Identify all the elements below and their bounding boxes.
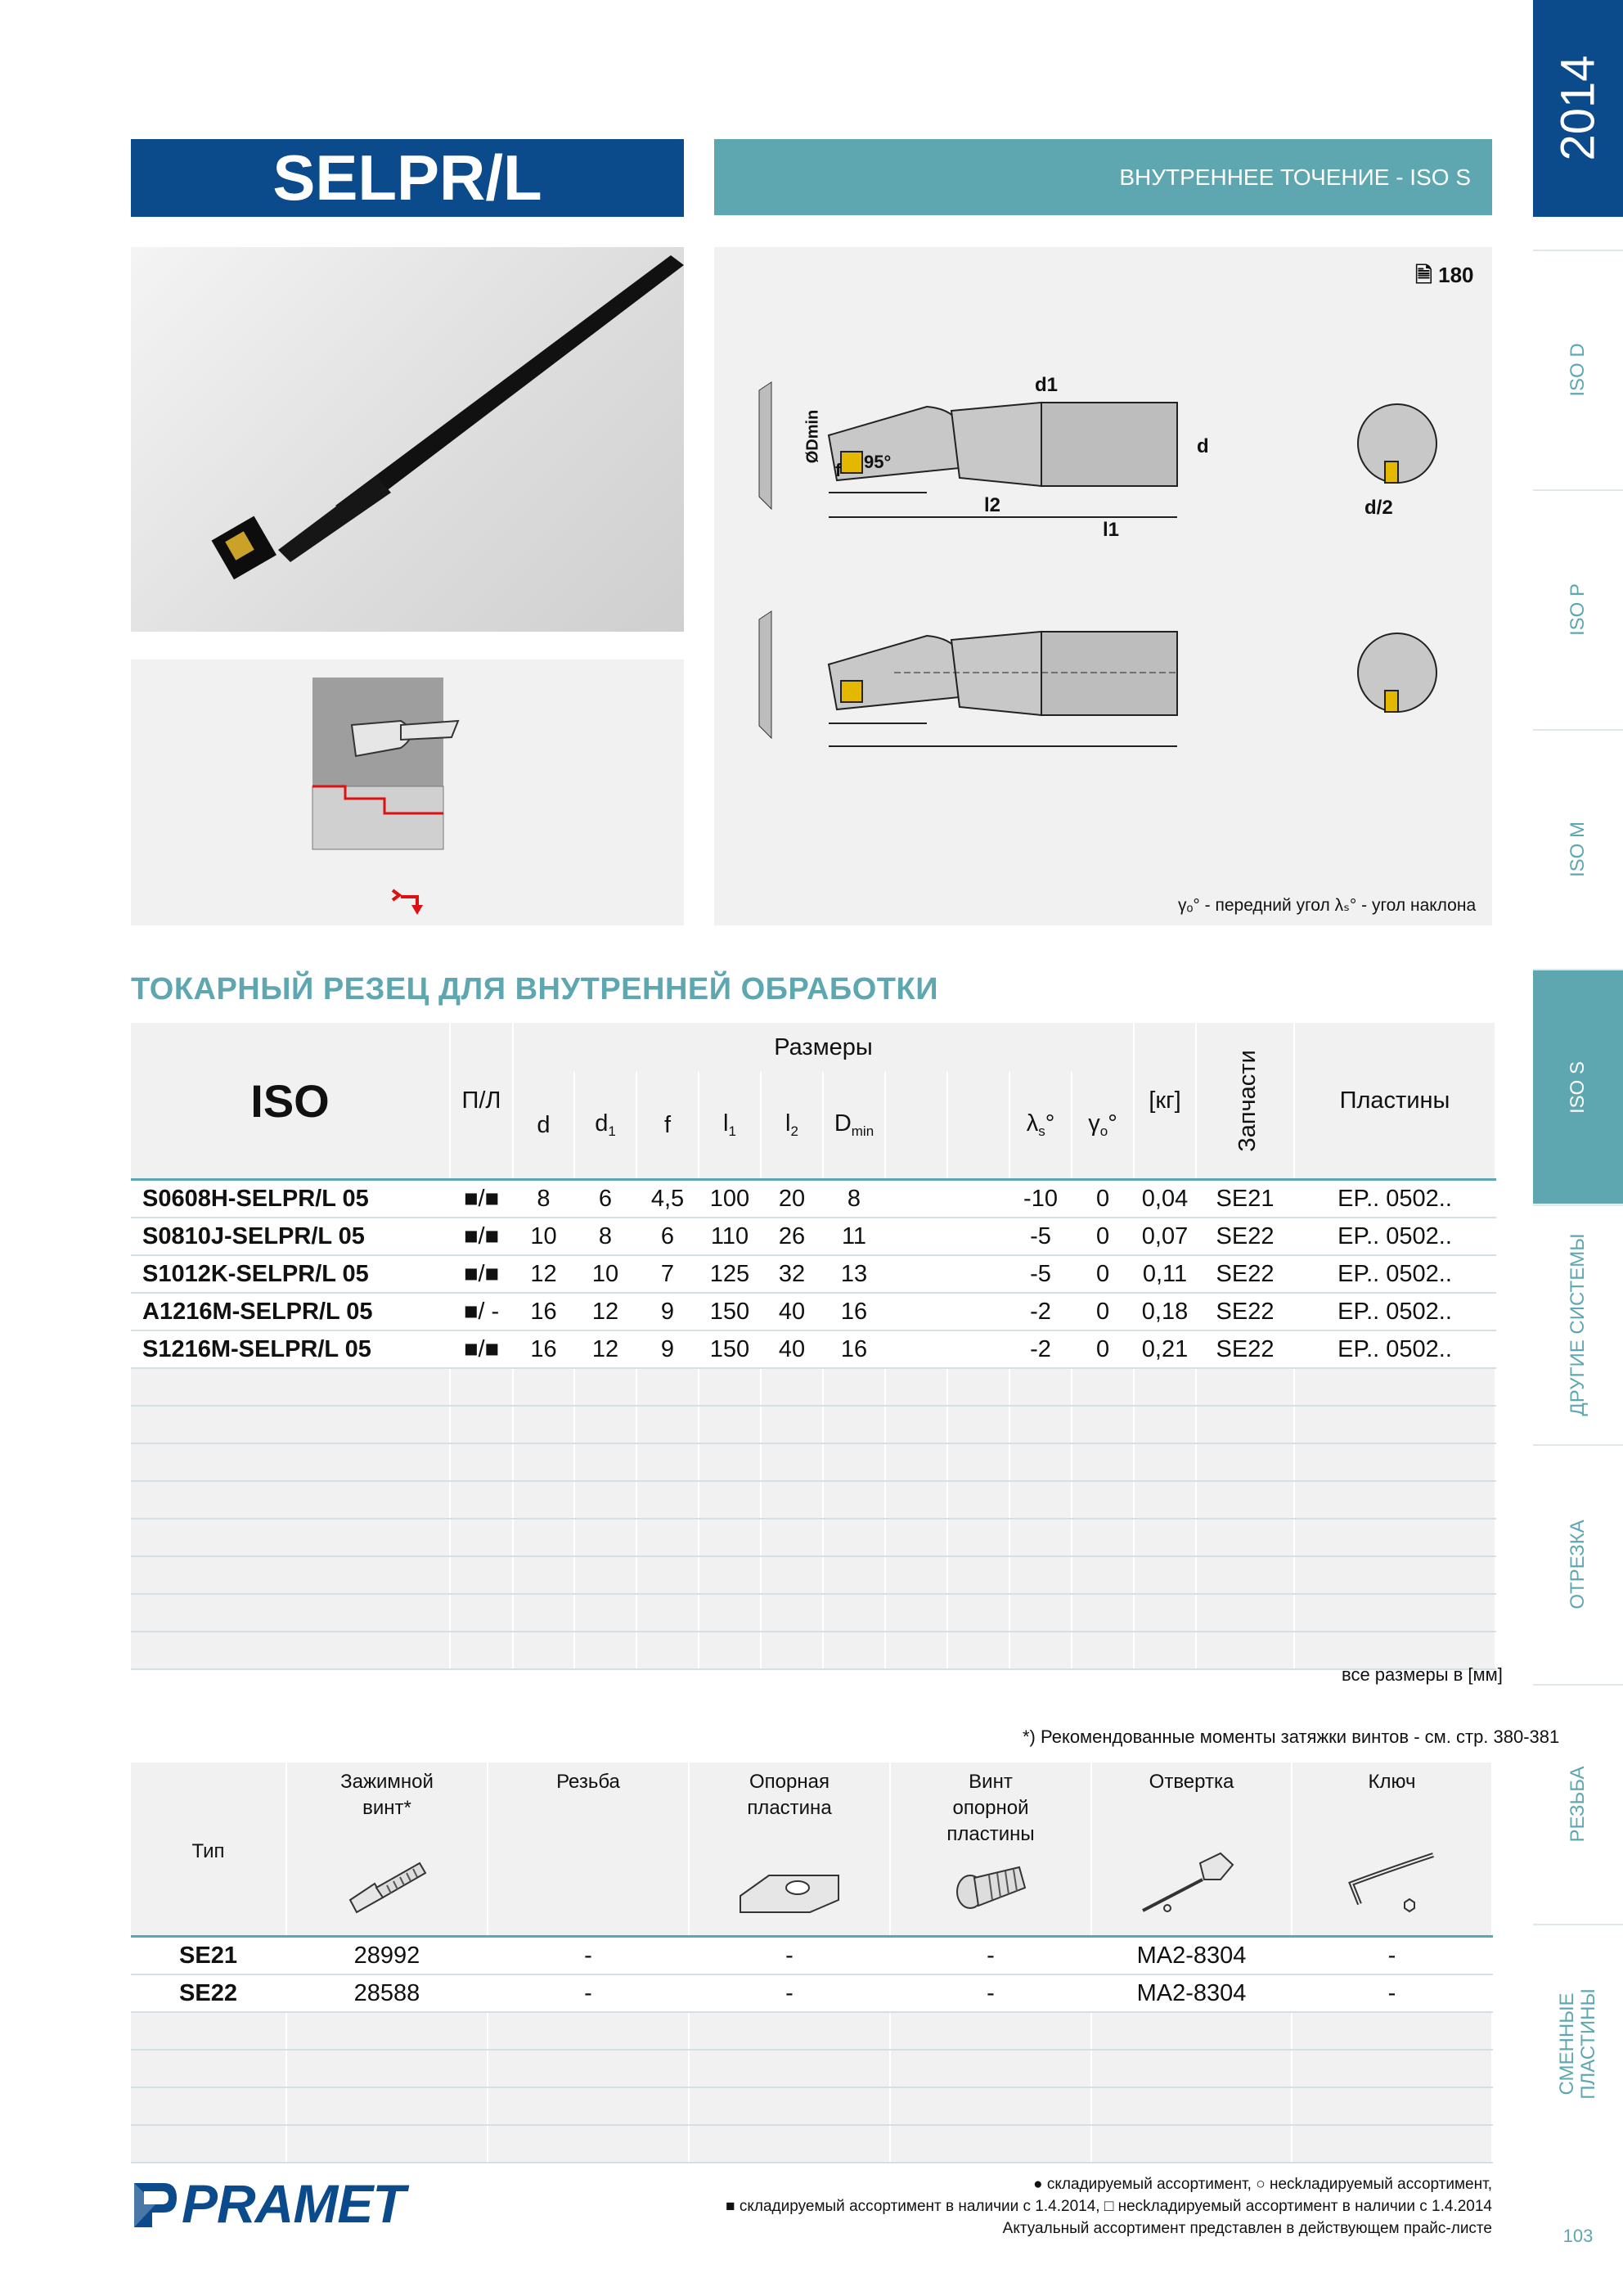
col-l1: $l_1$ xyxy=(699,1072,761,1180)
col-f: f xyxy=(636,1072,699,1180)
cell-kg: 0,18 xyxy=(1134,1293,1196,1330)
cell-blank xyxy=(947,1293,1009,1330)
cell-d1: 10 xyxy=(574,1255,636,1293)
empty-row xyxy=(131,2050,1492,2087)
tab-label: ISO S xyxy=(1567,1060,1589,1114)
cell-f: 7 xyxy=(636,1255,699,1293)
dim-l1-label: l1 xyxy=(1103,519,1120,541)
table-row xyxy=(131,1293,1495,1330)
cell-f: 9 xyxy=(636,1330,699,1368)
tab-label: ISO M xyxy=(1567,821,1589,878)
tab-iso-d[interactable] xyxy=(1533,250,1623,488)
availability: ■/■ xyxy=(450,1330,513,1368)
cell-l1: 100 xyxy=(699,1180,761,1218)
brand-logo: PRAMET xyxy=(182,2173,405,2234)
dim-l2-label: l2 xyxy=(984,494,1001,516)
cell-blank xyxy=(885,1180,947,1218)
part-type: SE21 xyxy=(131,1937,286,1975)
cell-d: 10 xyxy=(513,1218,574,1255)
tab-label: ОТРЕЗКА xyxy=(1567,1519,1589,1609)
tab-label: РЕЗЬБА xyxy=(1567,1766,1589,1843)
cell-blank xyxy=(947,1180,1009,1218)
cell-gamma: 0 xyxy=(1072,1255,1134,1293)
col-shim-screw-label: Винт опорной пластины xyxy=(946,1771,1035,1845)
tool-code: S1012K-SELPR/L 05 xyxy=(131,1255,450,1293)
cell-d1: 12 xyxy=(574,1293,636,1330)
shim-icon xyxy=(732,1863,847,1920)
cell-gamma: 0 xyxy=(1072,1180,1134,1218)
cell-gamma: 0 xyxy=(1072,1218,1134,1255)
col-dmin: $D_{min}$ xyxy=(823,1072,885,1180)
cell-driver: MA2-8304 xyxy=(1091,1937,1292,1975)
table-row xyxy=(131,1330,1495,1368)
cell-d1: 8 xyxy=(574,1218,636,1255)
empty-row xyxy=(131,1406,1495,1443)
cell-blank xyxy=(947,1330,1009,1368)
cell-lambda: -10 xyxy=(1009,1180,1072,1218)
tool-code: S1216M-SELPR/L 05 xyxy=(131,1330,450,1368)
cell-d: 16 xyxy=(513,1293,574,1330)
cell-clamp: 28588 xyxy=(286,1974,488,2012)
col-screwdriver-label: Отвертка xyxy=(1149,1771,1234,1793)
col-blank-1 xyxy=(885,1072,947,1180)
empty-row xyxy=(131,2087,1492,2125)
cell-driver: MA2-8304 xyxy=(1091,1974,1292,2012)
col-lambda: $\lambda_s^\circ$ xyxy=(1009,1072,1072,1180)
tab-threading[interactable] xyxy=(1533,1684,1623,1923)
cell-l2: 40 xyxy=(761,1330,823,1368)
cell-gamma: 0 xyxy=(1072,1293,1134,1330)
col-d1-label: d xyxy=(595,1110,609,1137)
cell-d1: 6 xyxy=(574,1180,636,1218)
tool-code: S0608H-SELPR/L 05 xyxy=(131,1180,450,1218)
dim-d2-label: d/2 xyxy=(1364,497,1393,519)
screwdriver-icon xyxy=(1131,1847,1253,1920)
empty-row xyxy=(131,2012,1492,2050)
cell-inserts: EP.. 0502.. xyxy=(1294,1293,1495,1330)
section-title: ТОКАРНЫЙ РЕЗЕЦ ДЛЯ ВНУТРЕННЕЙ ОБРАБОТКИ xyxy=(131,972,939,1006)
cell-d: 12 xyxy=(513,1255,574,1293)
col-gamma: $\gamma_o^\circ$ xyxy=(1072,1072,1134,1180)
cell-lambda: -5 xyxy=(1009,1255,1072,1293)
cell-d: 8 xyxy=(513,1180,574,1218)
dim-d1-label: d1 xyxy=(1035,374,1059,396)
technical-drawing xyxy=(714,247,1492,925)
cell-shim-screw: - xyxy=(890,1974,1091,2012)
table-row xyxy=(131,1255,1495,1293)
cell-kg: 0,04 xyxy=(1134,1180,1196,1218)
cell-blank xyxy=(885,1293,947,1330)
availability: ■/■ xyxy=(450,1255,513,1293)
cell-shim: - xyxy=(689,1974,890,2012)
tool-table xyxy=(131,1023,1496,1670)
cell-l1: 110 xyxy=(699,1218,761,1255)
tab-label: ISO P xyxy=(1567,583,1589,637)
cell-lambda: -5 xyxy=(1009,1218,1072,1255)
reference-page-number: 180 xyxy=(1438,263,1474,287)
cell-d: 16 xyxy=(513,1330,574,1368)
dims-header: Размеры xyxy=(513,1023,1134,1072)
pl-header: П/Л xyxy=(450,1023,513,1180)
tab-parting[interactable] xyxy=(1533,1444,1623,1683)
table-row xyxy=(131,1937,1492,1975)
iso-header: ISO xyxy=(131,1023,450,1180)
empty-row xyxy=(131,1632,1495,1669)
cell-kg: 0,21 xyxy=(1134,1330,1196,1368)
col-d: d xyxy=(513,1072,574,1180)
cell-l2: 26 xyxy=(761,1218,823,1255)
sidebar-year xyxy=(1533,0,1623,217)
cell-blank xyxy=(885,1255,947,1293)
cell-kg: 0,11 xyxy=(1134,1255,1196,1293)
tab-inserts[interactable] xyxy=(1533,1924,1623,2163)
cell-shim-screw: - xyxy=(890,1937,1091,1975)
legend-line-1: ● складируемый ассортимент, ○ несkладируемый ассортимент, xyxy=(1033,2176,1492,2193)
col-shim-screw xyxy=(890,1763,1091,1937)
dim-dmin-label: ØDmin xyxy=(803,409,822,464)
shim-screw-icon xyxy=(950,1855,1032,1920)
cell-blank xyxy=(947,1218,1009,1255)
col-key xyxy=(1292,1763,1492,1937)
cell-key: - xyxy=(1292,1937,1492,1975)
cell-dmin: 11 xyxy=(823,1218,885,1255)
col-thread: Резьба xyxy=(488,1763,689,1937)
kg-header: [кг] xyxy=(1134,1023,1196,1180)
empty-row xyxy=(131,1481,1495,1519)
empty-row xyxy=(131,1443,1495,1481)
col-dmin-label: D xyxy=(834,1110,852,1137)
cell-clamp: 28992 xyxy=(286,1937,488,1975)
cell-inserts: EP.. 0502.. xyxy=(1294,1330,1495,1368)
cell-blank xyxy=(885,1218,947,1255)
cell-shim: - xyxy=(689,1937,890,1975)
cell-f: 9 xyxy=(636,1293,699,1330)
tool-code: A1216M-SELPR/L 05 xyxy=(131,1293,450,1330)
key-icon xyxy=(1335,1847,1450,1920)
col-gamma-label: γ xyxy=(1088,1110,1100,1137)
cell-dmin: 8 xyxy=(823,1180,885,1218)
table-row xyxy=(131,1218,1495,1255)
cell-dmin: 16 xyxy=(823,1293,885,1330)
cell-parts: SE22 xyxy=(1196,1218,1294,1255)
cell-parts: SE22 xyxy=(1196,1255,1294,1293)
tab-label: СМЕННЫЕ ПЛАСТИНЫ xyxy=(1556,1988,1599,2100)
empty-row xyxy=(131,1556,1495,1594)
cell-dmin: 13 xyxy=(823,1255,885,1293)
cell-l1: 150 xyxy=(699,1293,761,1330)
empty-row xyxy=(131,1594,1495,1632)
availability: ■/ - xyxy=(450,1293,513,1330)
empty-row xyxy=(131,2125,1492,2163)
availability: ■/■ xyxy=(450,1218,513,1255)
col-shim xyxy=(689,1763,890,1937)
cell-parts: SE22 xyxy=(1196,1293,1294,1330)
cell-l1: 125 xyxy=(699,1255,761,1293)
tab-iso-m[interactable] xyxy=(1533,729,1623,968)
pramet-logo-icon xyxy=(131,2180,178,2231)
cell-thread: - xyxy=(488,1974,689,2012)
cell-blank xyxy=(947,1255,1009,1293)
tab-other-systems[interactable] xyxy=(1533,1204,1623,1443)
cell-lambda: -2 xyxy=(1009,1293,1072,1330)
cell-f: 4,5 xyxy=(636,1180,699,1218)
category-banner: ВНУТРЕННЕЕ ТОЧЕНИЕ - ISO S xyxy=(714,139,1492,215)
parts-header-label: Запчасти xyxy=(1234,1049,1261,1152)
page-number: 103 xyxy=(1562,2226,1594,2246)
product-photo xyxy=(131,247,684,632)
col-clamp-screw xyxy=(286,1763,488,1937)
cell-l2: 32 xyxy=(761,1255,823,1293)
reference-page: 🗎 180 xyxy=(1415,263,1474,287)
cell-inserts: EP.. 0502.. xyxy=(1294,1218,1495,1255)
page-title: SELPR/L xyxy=(131,139,684,217)
col-key-label: Ключ xyxy=(1368,1771,1416,1793)
table-row xyxy=(131,1180,1495,1218)
clamp-screw-icon xyxy=(342,1855,432,1920)
col-l1-label: l xyxy=(723,1110,729,1137)
col-screwdriver xyxy=(1091,1763,1292,1937)
inserts-header: Пластины xyxy=(1294,1023,1495,1180)
part-type: SE22 xyxy=(131,1974,286,2012)
empty-row xyxy=(131,1519,1495,1556)
cell-gamma: 0 xyxy=(1072,1330,1134,1368)
year-label: 2014 xyxy=(1551,55,1605,161)
tab-iso-s[interactable] xyxy=(1533,969,1623,1204)
cell-l1: 150 xyxy=(699,1330,761,1368)
parts-header xyxy=(1196,1023,1294,1180)
table-row xyxy=(131,1974,1492,2012)
dim-angle-label: 95° xyxy=(864,452,892,472)
cell-parts: SE21 xyxy=(1196,1180,1294,1218)
legend-line-3: Актуальный ассортимент представлен в действующем прайс-листе xyxy=(1002,2220,1492,2237)
cell-dmin: 16 xyxy=(823,1330,885,1368)
cell-key: - xyxy=(1292,1974,1492,2012)
legend-line-2: ■ складируемый ассортимент в наличии с 1.4.2014, □ несkладируемый ассортимент в наличии с 1.4.2014 xyxy=(726,2198,1492,2215)
dim-d-label: d xyxy=(1197,435,1209,457)
cell-inserts: EP.. 0502.. xyxy=(1294,1255,1495,1293)
cell-d1: 12 xyxy=(574,1330,636,1368)
tool-code: S0810J-SELPR/L 05 xyxy=(131,1218,450,1255)
cell-kg: 0,07 xyxy=(1134,1218,1196,1255)
col-clamp-screw-label: Зажимной винт* xyxy=(340,1771,434,1819)
cell-l2: 40 xyxy=(761,1293,823,1330)
units-note: все размеры в [мм] xyxy=(1342,1664,1503,1685)
cell-f: 6 xyxy=(636,1218,699,1255)
dim-f-label: f xyxy=(835,460,842,480)
angle-legend: γₒ° - передний угол λₛ° - угол наклона xyxy=(1178,896,1477,915)
cell-lambda: -2 xyxy=(1009,1330,1072,1368)
operation-diagram xyxy=(131,660,684,925)
col-shim-label: Опорная пластина xyxy=(747,1771,832,1819)
col-l2-label: l xyxy=(785,1110,791,1137)
torque-note: *) Рекомендованные моменты затяжки винтов - см. стр. 380-381 xyxy=(1023,1727,1560,1747)
col-l2: $l_2$ xyxy=(761,1072,823,1180)
availability-legend xyxy=(726,2173,1492,2240)
empty-row xyxy=(131,1368,1495,1406)
tab-label: ДРУГИЕ СИСТЕМЫ xyxy=(1567,1233,1589,1416)
col-type: Тип xyxy=(131,1763,286,1937)
cell-thread: - xyxy=(488,1937,689,1975)
tab-label: ISO D xyxy=(1567,343,1589,397)
cell-parts: SE22 xyxy=(1196,1330,1294,1368)
col-lambda-label: λ xyxy=(1026,1110,1039,1137)
cell-blank xyxy=(885,1330,947,1368)
tab-iso-p[interactable] xyxy=(1533,489,1623,728)
spare-parts-table xyxy=(131,1763,1493,2163)
cell-l2: 20 xyxy=(761,1180,823,1218)
availability: ■/■ xyxy=(450,1180,513,1218)
col-d1: $d_1$ xyxy=(574,1072,636,1180)
cell-inserts: EP.. 0502.. xyxy=(1294,1180,1495,1218)
col-blank-2 xyxy=(947,1072,1009,1180)
